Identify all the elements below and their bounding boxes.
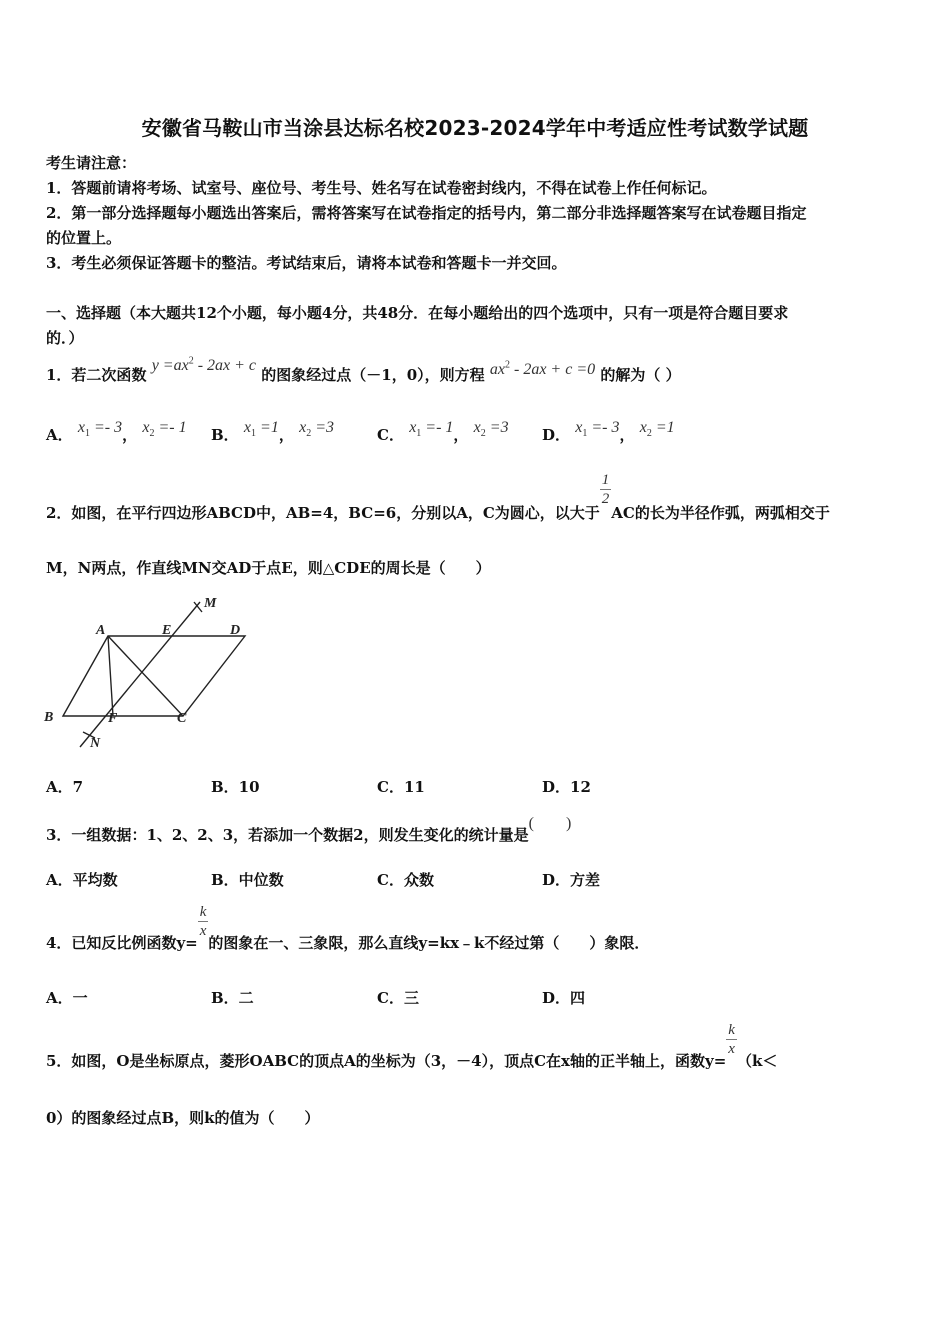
question-2: 2．如图，在平行四边形ABCD中，AB=4，BC=6，分别以A，C为圆心，以大于 $\frac{1}{2}$ AC的长为半径作弧，两弧相交于 bbox=[46, 472, 830, 522]
label-d: D bbox=[230, 623, 241, 638]
q3-option-c: C．众数 bbox=[377, 871, 434, 889]
label-b: B bbox=[44, 710, 54, 725]
section-1-heading: 一、选择题（本大题共12个小题，每小题4分，共48分．在每小题给出的四个选项中，只有一项是符合题目要求 bbox=[46, 304, 789, 322]
parallelogram-abcd bbox=[63, 636, 245, 716]
notice-item-1: 1．答题前请将考场、试室号、座位号、考生号、姓名写在试卷密封线内，不得在试卷上作任何标记。 bbox=[46, 179, 717, 197]
q2-fraction-half: $\frac{1}{2}$ bbox=[601, 472, 610, 507]
q4-option-b: B．二 bbox=[211, 989, 254, 1007]
question-1: 1．若二次函数 $y =ax^2 - 2ax + c$ 的图象经过点（－1，0），则方程 $ax^2 - 2ax + c =0$ 的解为（ ） bbox=[46, 355, 681, 384]
q2-option-d: D．12 bbox=[542, 778, 591, 796]
question-4: 4．已知反比例函数y= $\frac{k}{x}$ 的图象在一、三象限，那么直线y=kx﹣k不经过第（ ）象限． bbox=[46, 904, 650, 952]
question-2-cont: M，N两点，作直线MN交AD于点E，则△CDE的周长是（ ） bbox=[46, 559, 491, 577]
question-3: 3．一组数据：1、2、2、3，若添加一个数据2，则发生变化的统计量是( ) bbox=[46, 815, 572, 844]
q3-option-d: D．方差 bbox=[542, 871, 601, 889]
q3-option-b: B．中位数 bbox=[211, 871, 284, 889]
q2-option-b: B．10 bbox=[211, 778, 260, 796]
label-n: N bbox=[90, 736, 101, 751]
q1-option-c: C． $x_1 =- 1$， $x_2 =3$ bbox=[377, 419, 509, 444]
label-m: M bbox=[204, 596, 217, 611]
label-a: A bbox=[96, 623, 106, 638]
q4-option-a: A．一 bbox=[46, 989, 88, 1007]
q2-option-c: C．11 bbox=[377, 778, 425, 796]
notice-heading: 考生请注意： bbox=[46, 154, 137, 172]
q1-option-b: B． $x_1 =1$， $x_2 =3$ bbox=[211, 419, 334, 444]
notice-item-3: 3．考生必须保证答题卡的整洁。考试结束后，请将本试卷和答题卡一并交回。 bbox=[46, 254, 567, 272]
q4-option-c: C．三 bbox=[377, 989, 419, 1007]
q3-paren: ( ) bbox=[528, 815, 572, 832]
notice-item-2: 2．第一部分选择题每小题选出答案后，需将答案写在试卷指定的括号内，第二部分非选择题答案写在试卷题目指定 bbox=[46, 204, 807, 222]
segment-af bbox=[108, 636, 113, 716]
diagonal-ac bbox=[108, 636, 183, 716]
notice-item-2-cont: 的位置上。 bbox=[46, 229, 122, 247]
q4-option-d: D．四 bbox=[542, 989, 586, 1007]
q1-function: $y =ax^2 - 2ax + c$ bbox=[151, 355, 257, 374]
q1-option-d: D． $x_1 =- 3$， $x_2 =1$ bbox=[542, 419, 675, 444]
label-c: C bbox=[177, 711, 187, 726]
q4-fraction-k-over-x: $\frac{k}{x}$ bbox=[199, 904, 207, 939]
q1-equation: $ax^2 - 2ax + c =0$ bbox=[489, 359, 596, 378]
q3-option-a: A．平均数 bbox=[46, 871, 118, 889]
q5-fraction-k-over-x: $\frac{k}{x}$ bbox=[728, 1022, 735, 1057]
q1-option-a: A． $x_1 =- 3$， $x_2 =- 1$ bbox=[46, 419, 187, 444]
q2-parallelogram-figure bbox=[40, 592, 250, 752]
section-1-heading-cont: 的．） bbox=[46, 329, 84, 347]
question-5-cont: 0）的图象经过点B，则k的值为（ ） bbox=[46, 1109, 320, 1127]
page-title: 安徽省马鞍山市当涂县达标名校2023-2024学年中考适应性考试数学试题 bbox=[141, 116, 809, 140]
question-5: 5．如图，O是坐标原点，菱形OABC的顶点A的坐标为（3，－4），顶点C在x轴的正半轴上，函数y= $\frac{k}{x}$ （k＜ bbox=[46, 1022, 778, 1070]
q2-option-a: A．7 bbox=[46, 778, 84, 796]
label-e: E bbox=[162, 623, 172, 638]
label-f: F bbox=[108, 711, 118, 726]
